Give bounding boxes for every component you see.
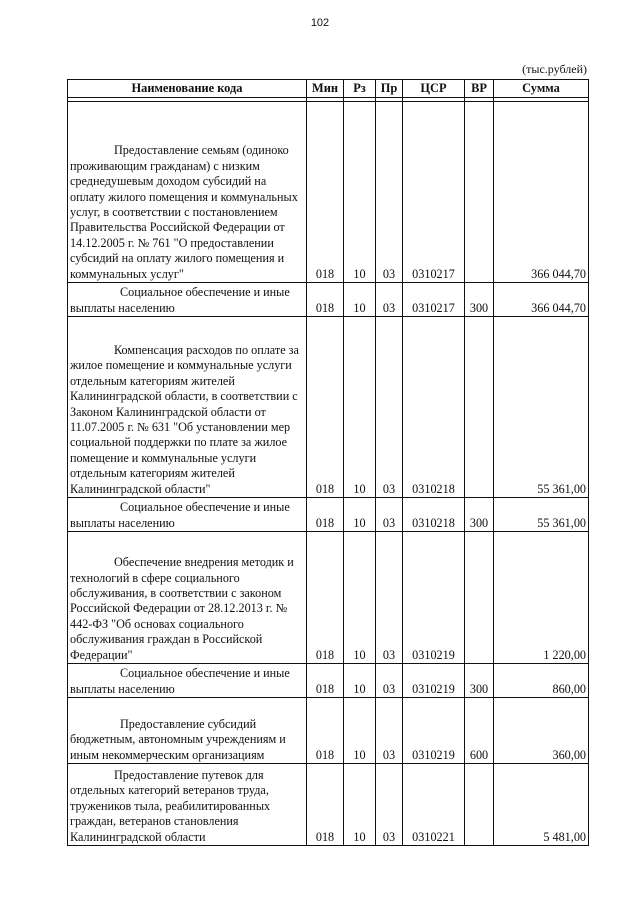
row-rz: 10 <box>344 102 376 283</box>
row-rz: 10 <box>344 764 376 846</box>
column-header-pr: Пр <box>376 80 403 98</box>
row-rz: 10 <box>344 498 376 532</box>
row-rz: 10 <box>344 532 376 664</box>
row-vr: 600 <box>465 698 494 764</box>
row-sum: 55 361,00 <box>494 498 589 532</box>
row-csr: 0310218 <box>403 498 465 532</box>
table-row <box>68 102 589 283</box>
table-header-row <box>68 80 589 98</box>
row-min: 018 <box>307 698 344 764</box>
row-csr: 0310217 <box>403 102 465 283</box>
column-header-min: Мин <box>307 80 344 98</box>
row-vr <box>465 317 494 498</box>
row-sum: 860,00 <box>494 664 589 698</box>
row-pr: 03 <box>376 317 403 498</box>
row-name: Социальное обеспечение и иные выплаты населению <box>68 664 307 698</box>
row-sum: 55 361,00 <box>494 317 589 498</box>
row-vr <box>465 764 494 846</box>
row-name: Компенсация расходов по оплате за жилое помещение и коммунальные услуги отдельным категориям жителей Калининградской области, в соответствии с Законом Калининградской области от 11.07.2005 г. № 631 "Об установлении мер социальной поддержки по плате за жилое помещение и коммунальные услуги отдельным категориям жителей Калининградской области" <box>68 317 307 498</box>
column-header-vr: ВР <box>465 80 494 98</box>
row-csr: 0310219 <box>403 532 465 664</box>
page-number: 102 <box>310 17 330 29</box>
row-min: 018 <box>307 317 344 498</box>
row-min: 018 <box>307 498 344 532</box>
row-vr: 300 <box>465 664 494 698</box>
row-min: 018 <box>307 664 344 698</box>
row-vr <box>465 102 494 283</box>
row-pr: 03 <box>376 764 403 846</box>
row-sum: 366 044,70 <box>494 102 589 283</box>
row-sum: 360,00 <box>494 698 589 764</box>
row-name: Предоставление субсидий бюджетным, автономным учреждениям и иным некоммерческим организациям <box>68 698 307 764</box>
row-rz: 10 <box>344 664 376 698</box>
row-pr: 03 <box>376 698 403 764</box>
row-vr: 300 <box>465 498 494 532</box>
row-csr: 0310218 <box>403 317 465 498</box>
row-pr: 03 <box>376 532 403 664</box>
row-vr: 300 <box>465 283 494 317</box>
budget-table <box>67 79 589 846</box>
row-pr: 03 <box>376 664 403 698</box>
row-name: Обеспечение внедрения методик и технологий в сфере социального обслуживания, в соответствии с законом Российской Федерации от 28.12.2013 г. № 442-ФЗ "Об основах социального обслуживания граждан в Российской Федерации" <box>68 532 307 664</box>
row-min: 018 <box>307 532 344 664</box>
column-header-csr: ЦСР <box>403 80 465 98</box>
row-pr: 03 <box>376 102 403 283</box>
row-rz: 10 <box>344 317 376 498</box>
row-csr: 0310219 <box>403 698 465 764</box>
row-rz: 10 <box>344 283 376 317</box>
column-header-name: Наименование кода <box>68 80 307 98</box>
table-row <box>68 698 589 764</box>
column-header-sum: Сумма <box>494 80 589 98</box>
table-row <box>68 532 589 664</box>
row-vr <box>465 532 494 664</box>
row-sum: 5 481,00 <box>494 764 589 846</box>
row-sum: 1 220,00 <box>494 532 589 664</box>
row-name: Предоставление путевок для отдельных категорий ветеранов труда, тружеников тыла, реабилитированных граждан, ветеранов становления Калининградской области <box>68 764 307 846</box>
row-csr: 0310219 <box>403 664 465 698</box>
row-name: Предоставление семьям (одиноко проживающим гражданам) с низким среднедушевым доходом субсидий на оплату жилого помещения и коммунальных услуг, в соответствии с постановлением Правительства Российской Федерации от 14.12.2005 г. № 761 "О предоставлении субсидий на оплату жилого помещения и коммунальных услуг" <box>68 102 307 283</box>
table-row <box>68 664 589 698</box>
row-name: Социальное обеспечение и иные выплаты населению <box>68 283 307 317</box>
row-pr: 03 <box>376 283 403 317</box>
row-min: 018 <box>307 764 344 846</box>
row-sum: 366 044,70 <box>494 283 589 317</box>
row-min: 018 <box>307 102 344 283</box>
table-row <box>68 283 589 317</box>
table-row <box>68 317 589 498</box>
row-name: Социальное обеспечение и иные выплаты населению <box>68 498 307 532</box>
row-rz: 10 <box>344 698 376 764</box>
table-row <box>68 764 589 846</box>
table-row <box>68 498 589 532</box>
row-pr: 03 <box>376 498 403 532</box>
row-min: 018 <box>307 283 344 317</box>
column-header-rz: Рз <box>344 80 376 98</box>
row-csr: 0310221 <box>403 764 465 846</box>
units-label: (тыс.рублей) <box>522 62 587 76</box>
row-csr: 0310217 <box>403 283 465 317</box>
